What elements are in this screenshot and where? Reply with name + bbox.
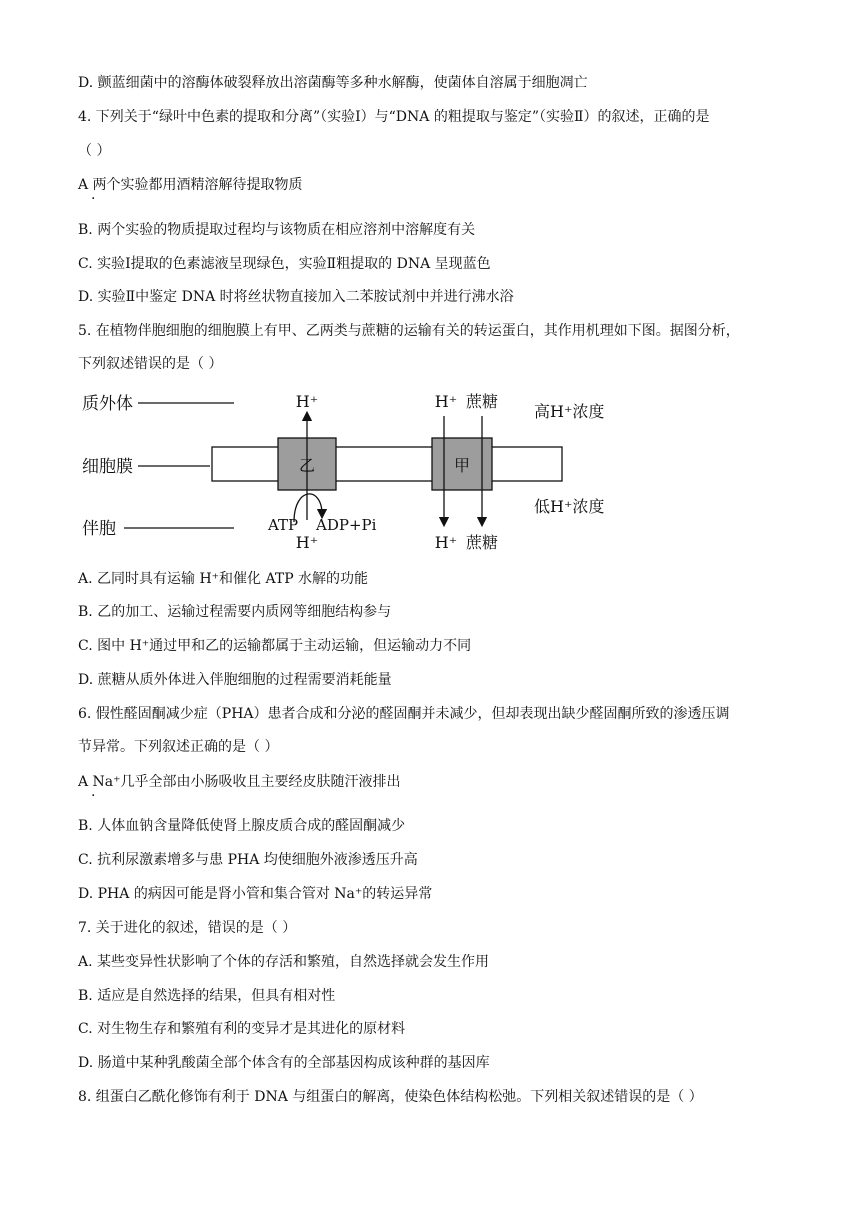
q3-option-d: D. 颤蓝细菌中的溶酶体破裂释放出溶菌酶等多种水解酶，使菌体自溶属于细胞凋亡 [78,75,588,91]
q5-stem: 5. 在植物伴胞细胞的细胞膜上有甲、乙两类与蔗糖的运输有关的转运蛋白，其作用机理如下图。据图分析， [78,323,740,339]
h-bottom-yi: H⁺ [295,533,319,552]
sucrose-bottom: 蔗糖 [465,533,499,552]
h-bottom-jia: H⁺ [434,533,458,552]
atp-label: ATP [268,516,299,534]
q6-option-b: B. 人体血钠含量降低使肾上腺皮质合成的醛固酮减少 [78,818,406,834]
q8-stem: 8. 组蛋白乙酰化修饰有利于 DNA 与组蛋白的解离，使染色体结构松弛。下列相关叙述错误的是（ ） [78,1089,703,1105]
q7-option-b: B. 适应是自然选择的结果，但具有相对性 [78,988,336,1004]
q4-answer-paren: （ ） [78,143,111,159]
q5-option-d: D. 蔗糖从质外体进入伴胞细胞的过程需要消耗能量 [78,672,392,688]
q6-option-a-dot: · [91,788,96,804]
label-companion: 伴胞 [82,519,116,539]
q4-option-d: D. 实验Ⅱ中鉴定 DNA 时将丝状物直接加入二苯胺试剂中并进行沸水浴 [78,289,514,305]
q7-option-a: A. 某些变异性状影响了个体的存活和繁殖，自然选择就会发生作用 [78,954,490,970]
protein-yi-label: 乙 [298,456,316,475]
q7-option-c: C. 对生物生存和繁殖有利的变异才是其进化的原材料 [78,1021,406,1037]
q5-option-a: A. 乙同时具有运输 H⁺和催化 ATP 水解的功能 [78,571,369,587]
q4-option-c: C. 实验Ⅰ提取的色素滤液呈现绿色，实验Ⅱ粗提取的 DNA 呈现蓝色 [78,256,491,272]
q4-stem: 4. 下列关于“绿叶中色素的提取和分离”（实验Ⅰ）与“DNA 的粗提取与鉴定”（实验Ⅱ）的叙述，正确的是 [78,109,710,125]
q6-option-c: C. 抗利尿激素增多与患 PHA 均使细胞外液渗透压升高 [78,852,418,868]
q7-option-d: D. 肠道中某种乳酸菌全部个体含有的全部基因构成该种群的基因库 [78,1055,490,1071]
q6-option-d: D. PHA 的病因可能是肾小管和集合管对 Na⁺的转运异常 [78,886,433,902]
q4-option-a: A 两个实验都用酒精溶解待提取物质 [78,177,303,193]
low-h-concentration: 低H⁺浓度 [534,497,605,516]
q7-stem: 7. 关于进化的叙述，错误的是（ ） [78,920,297,936]
q5-option-c: C. 图中 H⁺通过甲和乙的运输都属于主动运输，但运输动力不同 [78,638,472,654]
membrane [212,447,562,481]
label-membrane: 细胞膜 [82,457,133,477]
sucrose-top: 蔗糖 [465,392,499,411]
h-top-jia: H⁺ [434,392,458,411]
protein-jia-label: 甲 [453,456,471,475]
q4-option-a-dot: · [91,191,96,207]
h-top-yi: H⁺ [295,392,319,411]
q4-option-b: B. 两个实验的物质提取过程均与该物质在相应溶剂中溶解度有关 [78,222,476,238]
transport-diagram [78,382,618,560]
q5-option-b: B. 乙的加工、运输过程需要内质网等细胞结构参与 [78,604,392,620]
q6-option-a: A Na⁺几乎全部由小肠吸收且主要经皮肤随汗液排出 [78,774,401,790]
q5-stem-cont: 下列叙述错误的是（ ） [78,356,223,372]
q6-stem-cont: 节异常。下列叙述正确的是（ ） [78,739,279,755]
q6-stem: 6. 假性醛固酮减少症（PHA）患者合成和分泌的醛固酮并未减少，但却表现出缺少醛固酮所致的渗透压调 [78,706,730,722]
high-h-concentration: 高H⁺浓度 [534,402,605,421]
adp-label: ADP+Pi [316,516,377,534]
label-apoplast: 质外体 [82,394,133,414]
